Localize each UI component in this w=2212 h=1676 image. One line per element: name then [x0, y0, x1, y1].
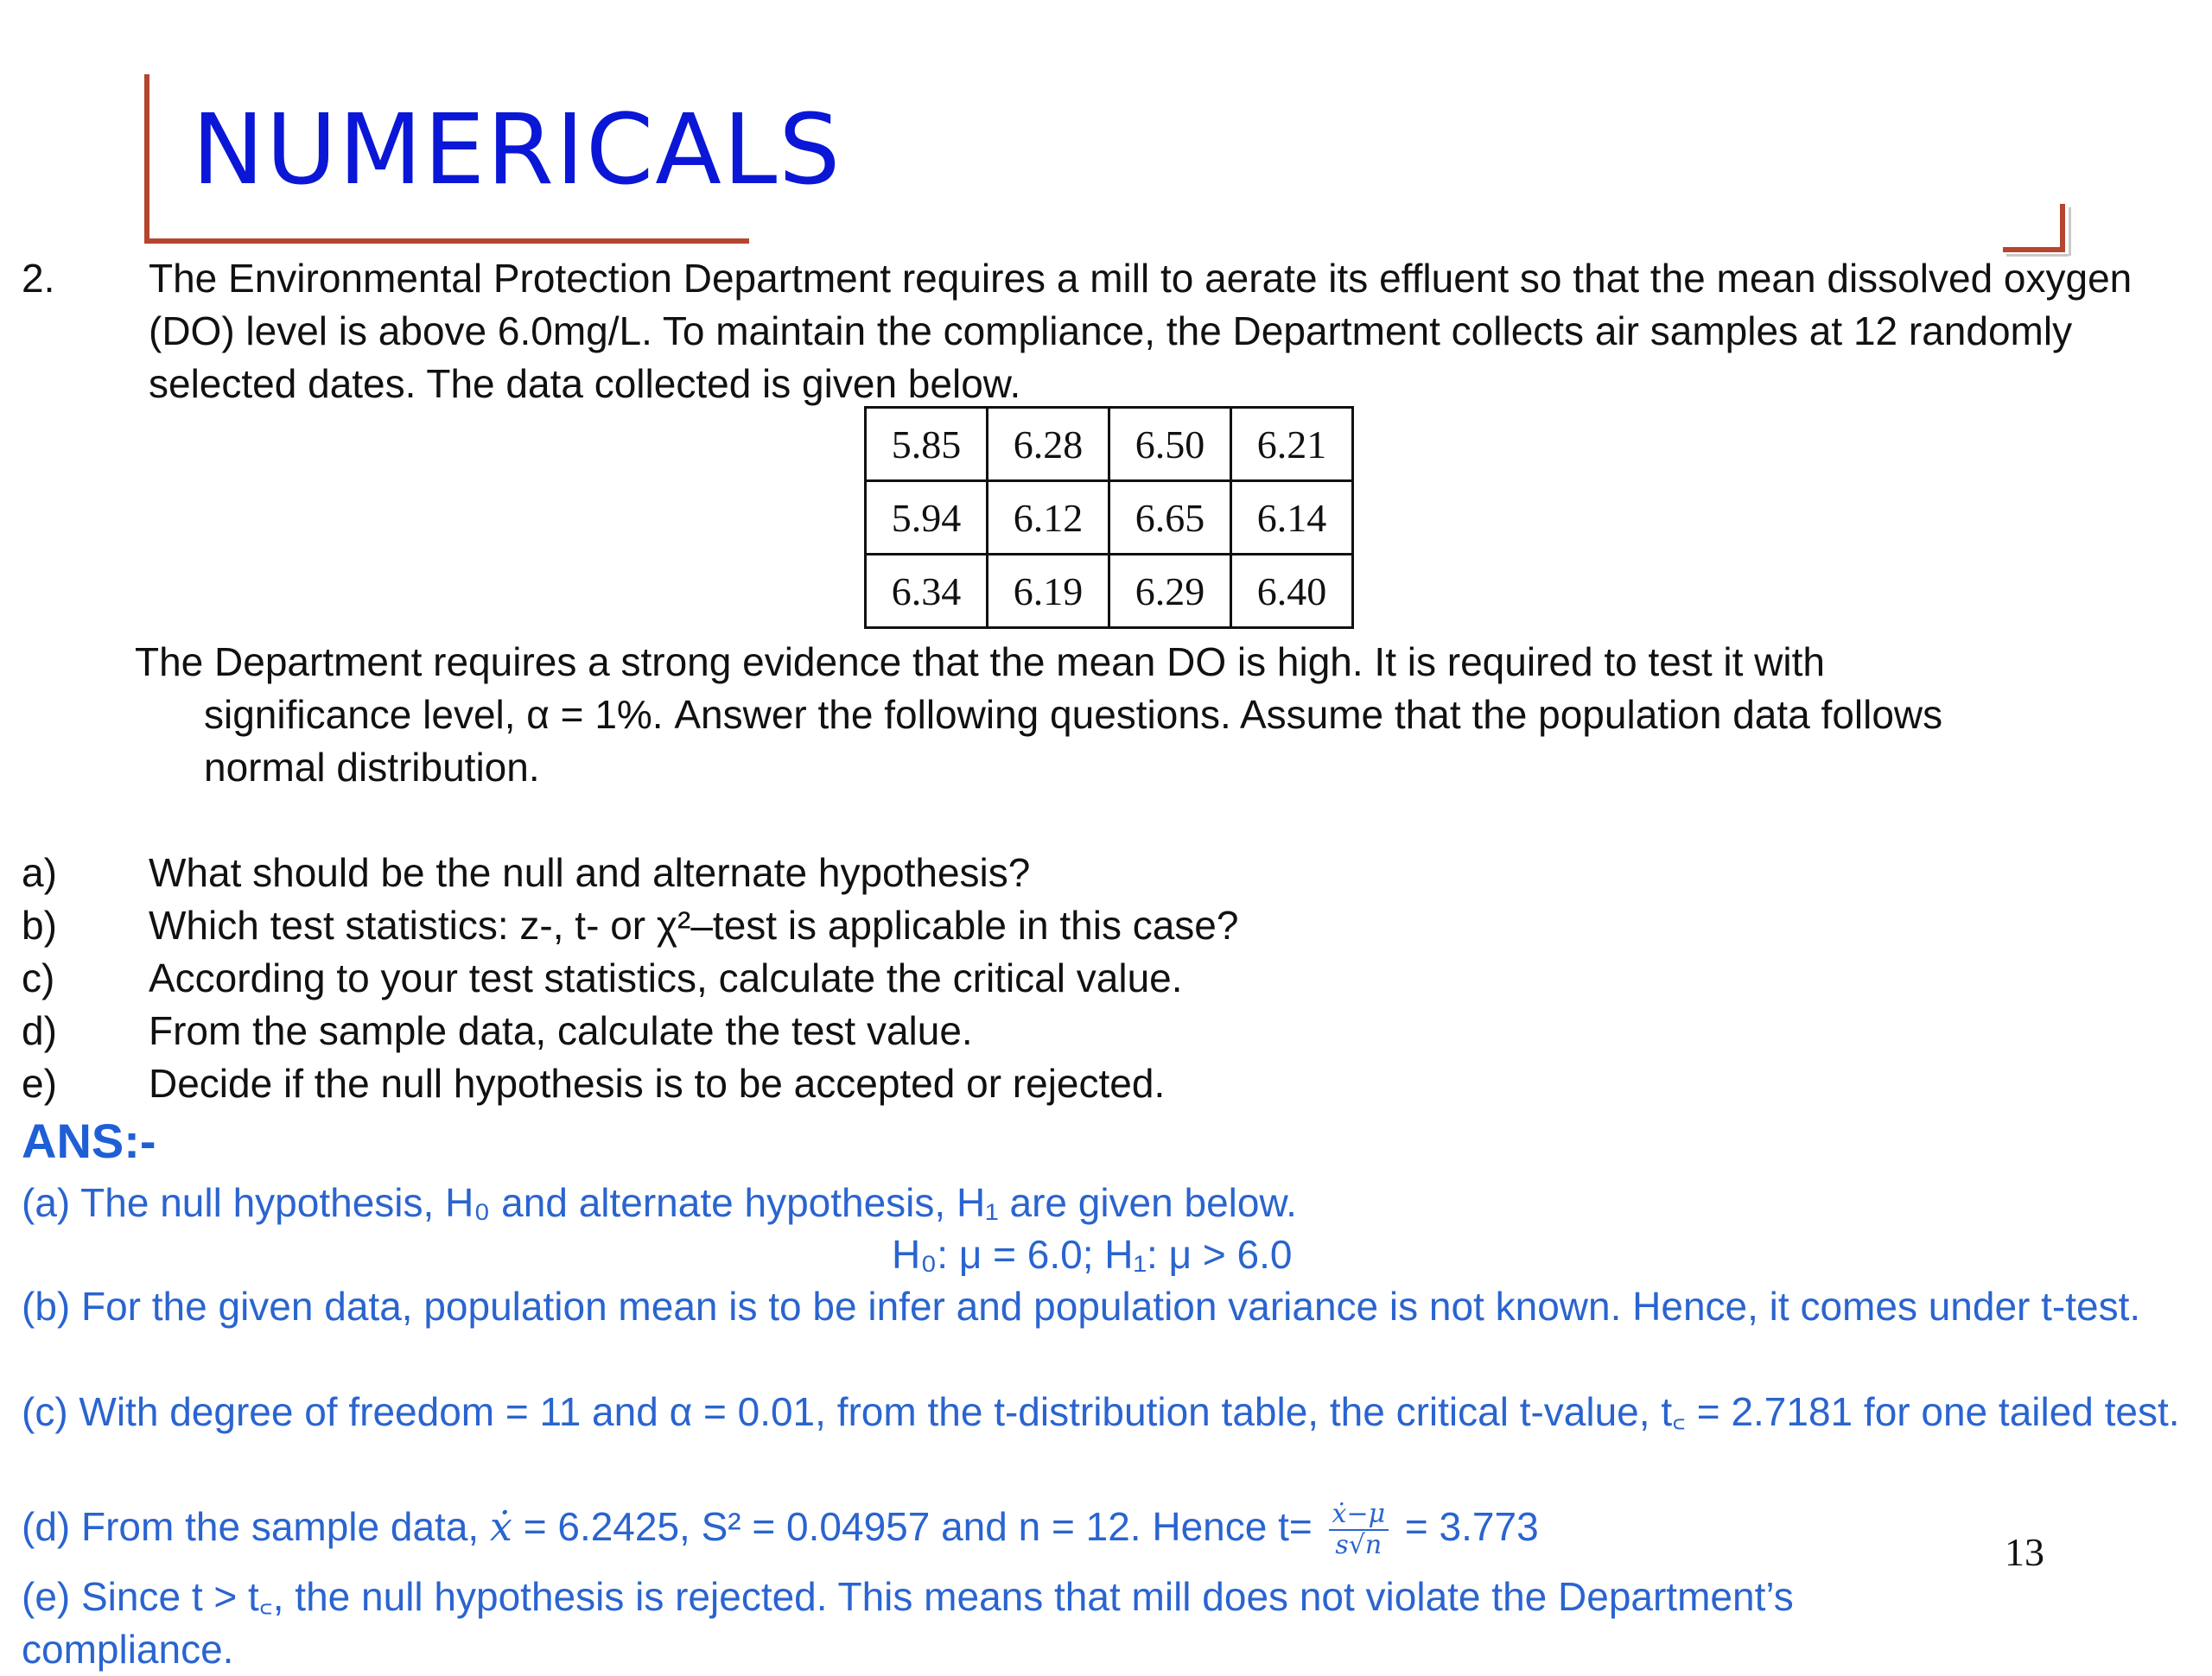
table-cell: 6.21 [1231, 408, 1353, 481]
answer-d-prefix: (d) From the sample data, [22, 1504, 490, 1550]
table-cell: 6.28 [988, 408, 1109, 481]
subquestion-text: What should be the null and alternate hypothesis? [149, 850, 1031, 895]
table-cell: 6.40 [1231, 555, 1353, 628]
requirement-line: normal distribution. [204, 745, 540, 790]
title-bracket-bottom [144, 238, 749, 244]
subquestion-text: From the sample data, calculate the test value. [149, 1008, 973, 1053]
table-cell: 6.29 [1109, 555, 1231, 628]
answer-d-suffix: = 3.773 [1394, 1504, 1539, 1550]
answer-c: (c) With degree of freedom = 11 and α = 0.01, from the t-distribution table, the critical t-value, t꜀ = 2.7181 for one tailed test. [22, 1389, 2180, 1434]
subquestion-b [22, 899, 1238, 952]
question-number: 2. [22, 256, 55, 301]
requirement-line: The Department requires a strong evidence that the mean DO is high. It is required to test it with [135, 639, 1825, 684]
answer-b: (b) For the given data, population mean is to be infer and population variance is not known. Hence, it comes under t-test. [22, 1284, 2141, 1329]
sample-mean-symbol: ẋ [489, 1503, 512, 1551]
table-cell: 6.19 [988, 555, 1109, 628]
answer-a: (a) The null hypothesis, H₀ and alternate hypothesis, H₁ are given below. [22, 1180, 1297, 1225]
subquestion-label: a) [22, 850, 57, 895]
table-row [866, 408, 1353, 481]
page-number: 13 [2005, 1530, 2044, 1574]
corner-shadow-vertical [2069, 207, 2071, 256]
data-table [864, 406, 1354, 629]
corner-mark-vertical [2060, 204, 2065, 252]
table-row [866, 481, 1353, 555]
requirement-line: significance level, α = 1%. Answer the following questions. Assume that the population data follows [204, 692, 1943, 737]
subquestion-d [22, 1005, 973, 1057]
table-cell: 5.85 [866, 408, 988, 481]
subquestion-text: Which test statistics: z-, t- or χ²–test is applicable in this case? [149, 903, 1239, 948]
t-statistic-fraction [1329, 1500, 1389, 1560]
subquestion-text: According to your test statistics, calculate the critical value. [149, 955, 1183, 1000]
table-cell: 6.34 [866, 555, 988, 628]
fraction-numerator: ẋ−μ [1329, 1500, 1389, 1531]
requirement-paragraph [135, 636, 2165, 794]
subquestion-label: c) [22, 955, 55, 1000]
answer-title: ANS:- [22, 1114, 156, 1168]
table-cell: 5.94 [866, 481, 988, 555]
table-row [866, 555, 1353, 628]
subquestion-label: b) [22, 903, 57, 948]
answer-d [22, 1500, 1539, 1560]
page-title: NUMERICALS [192, 94, 842, 206]
subquestion-text: Decide if the null hypothesis is to be accepted or rejected. [149, 1061, 1166, 1106]
subquestion-c [22, 952, 1183, 1005]
answer-hypotheses: H₀: μ = 6.0; H₁: μ > 6.0 [892, 1232, 1293, 1277]
answer-e: (e) Since t > t꜀, the null hypothesis is rejected. This means that mill does not violate the Department’s compliance. [22, 1574, 1794, 1672]
table-cell: 6.12 [988, 481, 1109, 555]
subquestion-e [22, 1057, 1165, 1110]
fraction-denominator: s√n [1335, 1530, 1382, 1560]
subquestion-label: d) [22, 1008, 57, 1053]
answer-d-middle: = 6.2425, S² = 0.04957 and n = 12. Hence t= [512, 1504, 1324, 1550]
table-cell: 6.65 [1109, 481, 1231, 555]
subquestion-a [22, 847, 1030, 899]
table-cell: 6.14 [1231, 481, 1353, 555]
title-bracket-left [144, 74, 149, 238]
table-cell: 6.50 [1109, 408, 1231, 481]
subquestion-label: e) [22, 1061, 57, 1106]
question-intro: The Environmental Protection Department requires a mill to aerate its effluent so that the mean dissolved oxygen (DO) level is above 6.0mg/L. To maintain the compliance, the Department collects air samples at 12 randomly selected dates. The data collected is given below. [149, 256, 2133, 406]
